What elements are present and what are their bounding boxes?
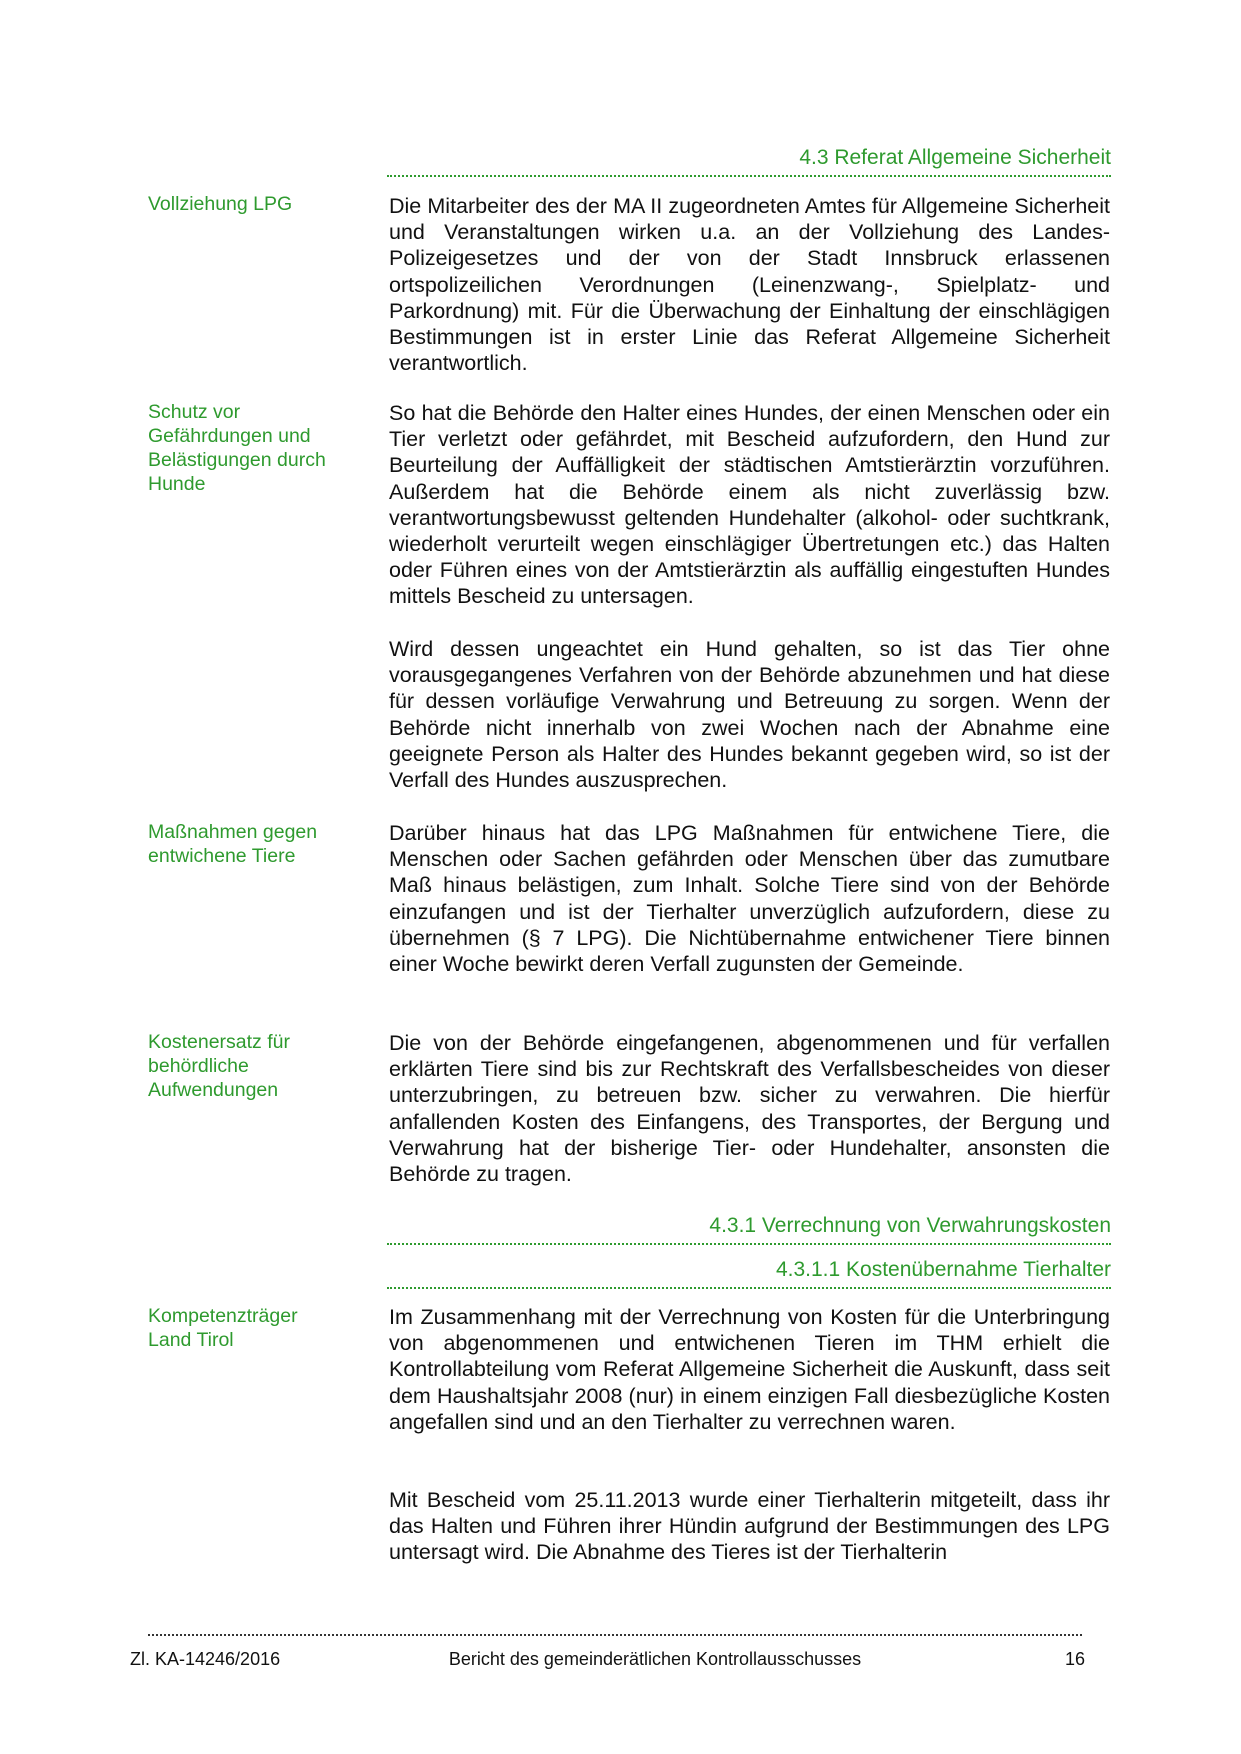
margin-note-schutz bbox=[148, 400, 373, 496]
margin-note-line: Maßnahmen gegen bbox=[148, 821, 318, 843]
paragraph-kostenersatz: Die von der Behörde eingefangenen, abgenommenen und für verfallen erklärten Tiere sind bis zur Rechtskraft des Verfallsbescheides von dieser unterzubringen, zu betreuen bzw. sicher zu verwahren. Die hierfür anfallenden Kosten des Einfangens, des Transportes, der Bergung und Verwahrung hat der bisherige Tier- oder Hundehalter, ansonsten die Behörde zu tragen. bbox=[389, 1031, 1110, 1187]
margin-note-line: Schutz vor bbox=[148, 401, 241, 423]
paragraph-vollziehung: Die Mitarbeiter des der MA II zugeordneten Amtes für Allgemeine Sicherheit und Veranstaltungen wirken u.a. an der Vollziehung des Landes-Polizeigesetzes und der von der Stadt Innsbruck erlassenen ortspolizeilichen Verordnungen (Leinenzwang-, Spielplatz- und Parkordnung) mit. Für die Überwachung der Einhaltung der einschlägigen Bestimmungen ist in erster Linie das Referat Allgemeine Sicherheit verantwortlich. bbox=[389, 194, 1110, 376]
section-heading-4-3-1-1: 4.3.1.1 Kostenübernahme Tierhalter bbox=[387, 1258, 1111, 1289]
margin-note-line: Gefährdungen und bbox=[148, 425, 311, 447]
margin-note-line: Aufwendungen bbox=[148, 1079, 279, 1101]
footer-divider bbox=[148, 1634, 1082, 1636]
paragraph-kostenuebernahme: Im Zusammenhang mit der Verrechnung von Kosten für die Unterbringung von abgenommenen und entwichenen Tieren im THM erhielt die Kontrollabteilung vom Referat Allgemeine Sicherheit die Auskunft, dass seit dem Haushaltsjahr 2008 (nur) in einem einzigen Fall diesbezügliche Kosten angefallen sind und an den Tierhalter zu verrechnen waren. bbox=[389, 1305, 1110, 1434]
paragraph-schutz: So hat die Behörde den Halter eines Hundes, der einen Menschen oder ein Tier verletzt oder gefährdet, mit Bescheid aufzufordern, den Hund zur Beurteilung der Auffälligkeit der städtischen Amtstierärztin vorzuführen. Außerdem hat die Behörde einem als nicht zuverlässig bzw. verantwortungsbewusst geltenden Hundehalter (alkohol- oder suchtkrank, wiederholt verurteilt wegen einschlägiger Übertretungen etc.) das Halten oder Führen eines von der Amtstierärztin als auffällig eingestuften Hundes mittels Bescheid zu untersagen. bbox=[389, 401, 1110, 609]
margin-note-line: Hunde bbox=[148, 473, 206, 495]
footer-report-title: Bericht des gemeinderätlichen Kontrollausschusses bbox=[448, 1649, 862, 1669]
margin-note-line: behördliche bbox=[148, 1055, 249, 1077]
margin-note-kompetenz bbox=[148, 1304, 373, 1352]
margin-note-line: Kompetenzträger bbox=[148, 1305, 298, 1327]
margin-note-line: entwichene Tiere bbox=[148, 845, 296, 867]
paragraph-massnahmen: Darüber hinaus hat das LPG Maßnahmen für entwichene Tiere, die Menschen oder Sachen gefährden oder Menschen über das zumutbare Maß hinaus belästigen, zum Inhalt. Solche Tiere sind von der Behörde einzufangen und ist der Tierhalter unverzüglich aufzufordern, diese zu übernehmen (§ 7 LPG). Die Nichtübernahme entwichener Tiere binnen einer Woche bewirkt deren Verfall zugunsten der Gemeinde. bbox=[389, 821, 1110, 977]
section-heading-4-3: 4.3 Referat Allgemeine Sicherheit bbox=[387, 146, 1111, 177]
margin-note-line: Belästigungen durch bbox=[148, 449, 326, 471]
page-number: 16 bbox=[1064, 1649, 1085, 1669]
margin-note-line: Kostenersatz für bbox=[148, 1031, 290, 1053]
section-heading-4-3-1: 4.3.1 Verrechnung von Verwahrungskosten bbox=[387, 1214, 1111, 1245]
margin-note-massnahmen bbox=[148, 820, 373, 868]
footer-reference: Zl. KA-14246/2016 bbox=[130, 1649, 281, 1669]
paragraph-bescheid: Mit Bescheid vom 25.11.2013 wurde einer Tierhalterin mitgeteilt, dass ihr das Halten und Führen ihrer Hündin aufgrund der Bestimmungen des LPG untersagt wird. Die Abnahme des Tieres ist der Tierhalterin bbox=[389, 1488, 1110, 1565]
margin-note-kostenersatz bbox=[148, 1030, 373, 1102]
margin-note-line: Land Tirol bbox=[148, 1329, 234, 1351]
margin-note-vollziehung bbox=[148, 192, 373, 216]
margin-note-line: Vollziehung LPG bbox=[148, 193, 293, 215]
paragraph-verfall-hund: Wird dessen ungeachtet ein Hund gehalten, so ist das Tier ohne vorausgegangenes Verfahren von der Behörde abzunehmen und hat diese für dessen vorläufige Verwahrung und Betreuung zu sorgen. Wenn der Behörde nicht innerhalb von zwei Wochen nach der Abnahme eine geeignete Person als Halter des Hundes bekannt gegeben wird, so ist der Verfall des Hundes auszusprechen. bbox=[389, 637, 1110, 793]
